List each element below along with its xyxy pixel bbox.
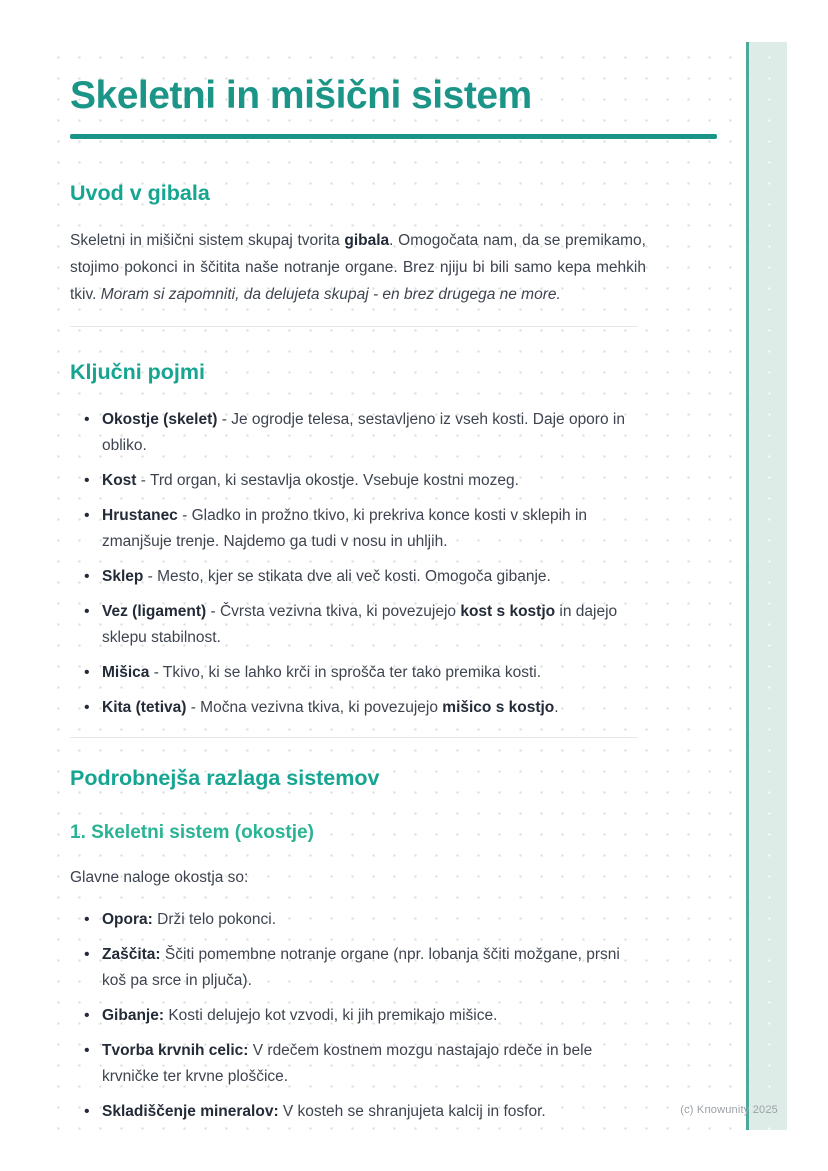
text-run: - Je ogrodje telesa, sestavljeno iz vseh kosti. Daje oporo in obliko. (102, 411, 625, 454)
document-page (42, 42, 787, 1130)
list-item (70, 407, 646, 459)
term-label: Kita (tetiva) (102, 699, 187, 716)
list-item (70, 660, 646, 686)
text-run: Drži telo pokonci. (152, 911, 277, 928)
subsection-heading-skeletal: 1. Skeletni sistem (okostje) (70, 822, 314, 843)
term-label: Zaščita: (102, 946, 161, 963)
text-run: V rdečem kostnem mozgu nastajajo rdeče in bele krvničke ter krvne ploščice. (102, 1042, 593, 1085)
section-divider (70, 326, 638, 327)
section-heading-details: Podrobnejša razlaga sistemov (70, 766, 380, 790)
term-label: Gibanje: (102, 1007, 165, 1024)
bold-text: gibala (344, 232, 390, 249)
term-label: Opora: (102, 911, 153, 928)
list-item (70, 907, 646, 933)
text-run: - Trd organ, ki sestavlja okostje. Vsebuje kostni mozeg. (136, 472, 519, 489)
text-run: in dajejo sklepu stabilnost. (102, 603, 618, 646)
text-run: . Omogočata nam, da se premikamo, stojimo pokonci in ščitita naše notranje organe. Brez njiju bi bili samo kepa mehkih tkiv. (70, 232, 646, 303)
text-run: - Gladko in prožno tkivo, ki prekriva konce kosti v sklepih in zmanjšuje trenje. Najdemo ga tudi v nosu in uhljih. (102, 507, 588, 550)
list-item (70, 468, 646, 494)
functions-list (70, 907, 646, 1125)
term-label: Tvorba krvnih celic: (102, 1042, 249, 1059)
list-item (70, 599, 646, 651)
section-heading-intro: Uvod v gibala (70, 181, 210, 205)
intro-paragraph (70, 227, 646, 308)
term-label: Vez (ligament) (102, 603, 207, 620)
list-item (70, 1003, 646, 1029)
page-content (42, 74, 787, 1125)
title-underline (70, 134, 717, 139)
list-item (70, 564, 646, 590)
list-item (70, 1099, 646, 1125)
list-item (70, 695, 646, 721)
page-title: Skeletni in mišični sistem (70, 74, 532, 117)
bold-text: kost s kostjo (460, 603, 556, 620)
term-label: Kost (102, 472, 137, 489)
watermark: (c) Knowunity 2025 (680, 1104, 778, 1116)
text-run: - Čvrsta vezivna tkiva, ki povezujejo (206, 603, 461, 620)
text-run: Kosti delujejo kot vzvodi, ki jih premikajo mišice. (164, 1007, 498, 1024)
text-run: - Močna vezivna tkiva, ki povezujejo (186, 699, 443, 716)
text-run: - Tkivo, ki se lahko krči in sprošča ter tako premika kosti. (149, 664, 542, 681)
term-label: Okostje (skelet) (102, 411, 218, 428)
text-run: Skeletni in mišični sistem skupaj tvorita (70, 232, 345, 249)
italic-text: Moram si zapomniti, da delujeta skupaj - en brez drugega ne more. (100, 286, 561, 303)
section-divider (70, 737, 638, 738)
terms-list (70, 407, 646, 721)
term-label: Skladiščenje mineralov: (102, 1103, 279, 1120)
section-heading-terms: Ključni pojmi (70, 360, 205, 384)
list-item (70, 503, 646, 555)
text-run: - Mesto, kjer se stikata dve ali več kosti. Omogoča gibanje. (143, 568, 551, 585)
term-label: Hrustanec (102, 507, 178, 524)
text-run: . (554, 699, 559, 716)
bold-text: mišico s kostjo (442, 699, 555, 716)
term-label: Sklep (102, 568, 144, 585)
text-run: V kosteh se shranjujeta kalcij in fosfor. (278, 1103, 546, 1120)
lead-text: Glavne naloge okostja so: (70, 869, 249, 886)
list-item (70, 1038, 646, 1090)
text-run: Ščiti pomembne notranje organe (npr. lobanja ščiti možgane, prsni koš pa srce in pljuča). (102, 946, 620, 989)
list-item (70, 942, 646, 994)
term-label: Mišica (102, 664, 150, 681)
